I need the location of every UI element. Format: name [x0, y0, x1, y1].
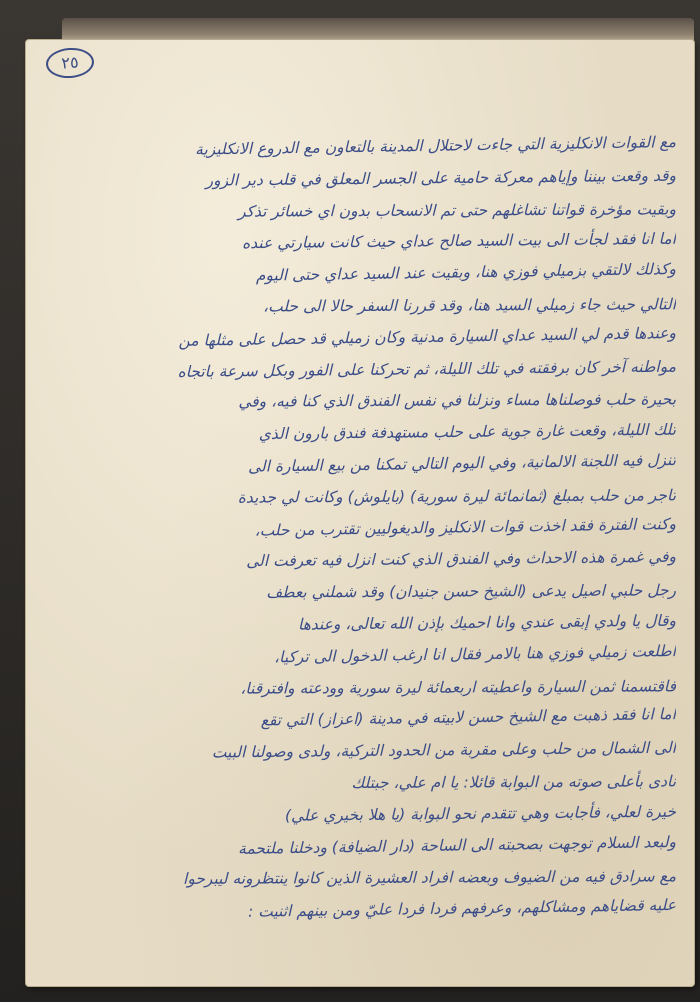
text-line: رجل حلبي اصيل يدعى (الشيخ حسن جنيدان) وقد شملني بعطف: [266, 581, 677, 602]
text-line: وقد وقعت بيننا وإياهم معركة حامية على الجسر المعلق في قلب دير الزور: [205, 166, 677, 190]
text-line: تاجر من حلب بمبلغ (ثمانمائة ليرة سورية) (بايلوش) وكانت لي جديدة: [237, 486, 677, 507]
text-line: ولبعد السلام توجهت بصحبته الى الساحة (دار الضيافة) ودخلنا ملتحمة: [237, 832, 677, 858]
text-line: اما انا فقد لجأت الى بيت السيد صالح عداي حيث كانت سيارتي عنده: [241, 230, 677, 253]
text-line: خيرة لعلي، فأجابت وهي تتقدم نحو البوابة (يا هلا بخيري علي): [284, 802, 677, 825]
handwritten-text-block: [44, 132, 676, 927]
text-line: مع القوات الانكليزية التي جاءت لاحتلال المدينة بالتعاون مع الدروع الانكليزية: [194, 133, 677, 159]
text-line: بحيرة حلب فوصلناها مساء ونزلنا في نفس الفندق الذي كنا فيه، وفي: [238, 390, 677, 412]
text-line: وكنت الفترة فقد اخذت قوات الانكليز والديغوليين تقترب من حلب،: [254, 514, 677, 540]
text-line: عليه قضاياهم ومشاكلهم، وعرفهم فردا فردا عليّ ومن بينهم اثنيت :: [247, 896, 677, 921]
text-line: تنزل فيه اللجنة الالمانية، وفي اليوم التالي تمكنا من بيع السيارة الى: [247, 451, 677, 476]
text-line: اطلعت زميلي فوزي هنا بالامر فقال انا ارغب الدخول الى تركيا،: [273, 641, 677, 667]
text-line: وقال يا ولدي إبقى عندي وانا احميك بإذن الله تعالى، وعندها: [297, 611, 677, 634]
text-line: مواطنه آخر كان برفقته في تلك الليلة، ثم تحركنا على الفور وبكل سرعة باتجاه: [177, 357, 677, 381]
text-line: اما انا فقد ذهبت مع الشيخ حسن لابيته في مدينة (اعزاز) التي تقع: [260, 705, 677, 730]
text-line: مع سرادق فيه من الضيوف وبعضه افراد العشيرة الذين كانوا ينتظرونه ليبرحوا: [182, 867, 677, 889]
text-line: نادى بأعلى صوته من البوابة قائلا: يا ام علي، جبتلك: [351, 772, 677, 792]
page-number: ٢٥: [45, 46, 95, 79]
notebook-page: [26, 40, 694, 986]
text-line: وفي غمرة هذه الاحداث وفي الفندق الذي كنت انزل فيه تعرفت الى: [246, 548, 677, 571]
text-line: تلك الليلة، وقعت غارة جوية على حلب مستهدفة فندق بارون الذي: [258, 420, 677, 444]
text-line: وبقيت مؤخرة قواتنا تشاغلهم حتى تم الانسحاب بدون اي خسائر تذكر: [238, 199, 677, 221]
text-line: التالي حيث جاء زميلي السيد هنا، وقد قررنا السفر حالا الى حلب،: [263, 295, 677, 316]
text-line: فاقتسمنا ثمن السيارة واعطيته اربعمائة ليرة سورية وودعته وافترقنا،: [240, 676, 677, 698]
text-line: وعندها قدم لي السيد عداي السيارة مدنية وكان زميلي قد حصل على مثلها من: [178, 323, 677, 350]
text-line: وكذلك لالتقي بزميلي فوزي هنا، وبقيت عند السيد عداي حتى اليوم: [255, 260, 677, 285]
text-line: الى الشمال من حلب وعلى مقربة من الحدود التركية، ولدى وصولنا البيت: [211, 738, 677, 762]
